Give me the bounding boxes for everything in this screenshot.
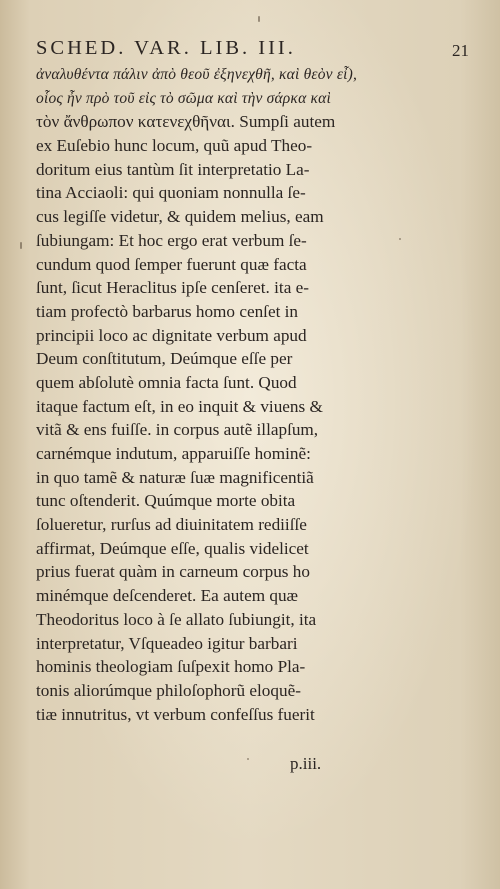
text-line: tina Acciaoli: qui quoniam nonnulla ſe- bbox=[36, 183, 306, 203]
text-line: Deum conſtitutum, Deúmque eſſe per bbox=[36, 349, 293, 369]
text-line: ſunt, ſicut Heraclitus ipſe cenſeret. ita e- bbox=[36, 278, 309, 298]
text-line: cundum quod ſemper fuerunt quæ facta bbox=[36, 254, 307, 274]
text-line: itaque factum eſt, in eo inquit & viuens & bbox=[36, 396, 323, 416]
text-line: tiam profectò barbarus homo cenſet in bbox=[36, 301, 299, 321]
text-line: tiæ innutritus, vt verbum confeſſus fuerit bbox=[36, 704, 315, 724]
text-line: minémque deſcenderet. Ea autem quæ bbox=[36, 586, 299, 606]
text-line: tonis aliorúmque philoſophorũ eloquẽ- bbox=[36, 680, 301, 700]
text-line: οἷος ἦν πρὸ τοῦ εἰς τὸ σῶμα καὶ τὴν σάρκα καὶ bbox=[36, 89, 331, 107]
ink-speck bbox=[399, 238, 401, 240]
text-line: in quo tamẽ & naturæ ſuæ magnificentiã bbox=[36, 467, 314, 487]
text-line: quem abſolutè omnia facta ſunt. Quod bbox=[36, 372, 297, 392]
text-line: ſolueretur, rurſus ad diuinitatem rediiſſe bbox=[36, 515, 307, 535]
ink-speck bbox=[20, 242, 22, 249]
text-line: ſubiungam: Et hoc ergo erat verbum ſe- bbox=[36, 230, 307, 250]
text-line: tunc oſtenderit. Quúmque morte obita bbox=[36, 491, 296, 511]
text-line: affirmat, Deúmque eſſe, qualis videlicet bbox=[36, 538, 309, 558]
main-text-block bbox=[36, 63, 388, 726]
text-line: carnémque indutum, apparuiſſe hominẽ: bbox=[36, 444, 311, 463]
text-line: ἀναλυθέντα πάλιν ἀπὸ θεοῦ ἐξηνεχθῆ, καὶ θεὸν εἶ), bbox=[36, 66, 358, 83]
running-title: SCHED. VAR. LIB. III. bbox=[36, 37, 296, 59]
text-line: interpretatur, Vſqueadeo igitur barbari bbox=[36, 633, 298, 653]
text-line: prius fuerat quàm in carneum corpus ho bbox=[36, 562, 310, 582]
text-line: cus legiſſe videtur, & quidem melius, eam bbox=[36, 207, 324, 227]
text-line: vitã & ens fuiſſe. in corpus autẽ illapſum, bbox=[36, 420, 319, 440]
text-line: Theodoritus loco à ſe allato ſubiungit, ita bbox=[36, 609, 317, 629]
text-line: ex Euſebio hunc locum, quũ apud Theo- bbox=[36, 136, 313, 156]
text-line: principii loco ac dignitate verbum apud bbox=[36, 325, 307, 345]
ink-speck bbox=[258, 16, 260, 22]
text-line: doritum eius tantùm ſit interpretatio La- bbox=[36, 159, 310, 179]
text-line: τὸν ἄνθρωπον κατενεχθῆναι. Sumpſi autem bbox=[36, 112, 336, 132]
page-number: 21 bbox=[452, 41, 469, 60]
catchword: p.iii. bbox=[290, 754, 322, 773]
text-line: hominis theologiam ſuſpexit homo Pla- bbox=[36, 657, 306, 677]
ink-speck bbox=[247, 758, 249, 760]
